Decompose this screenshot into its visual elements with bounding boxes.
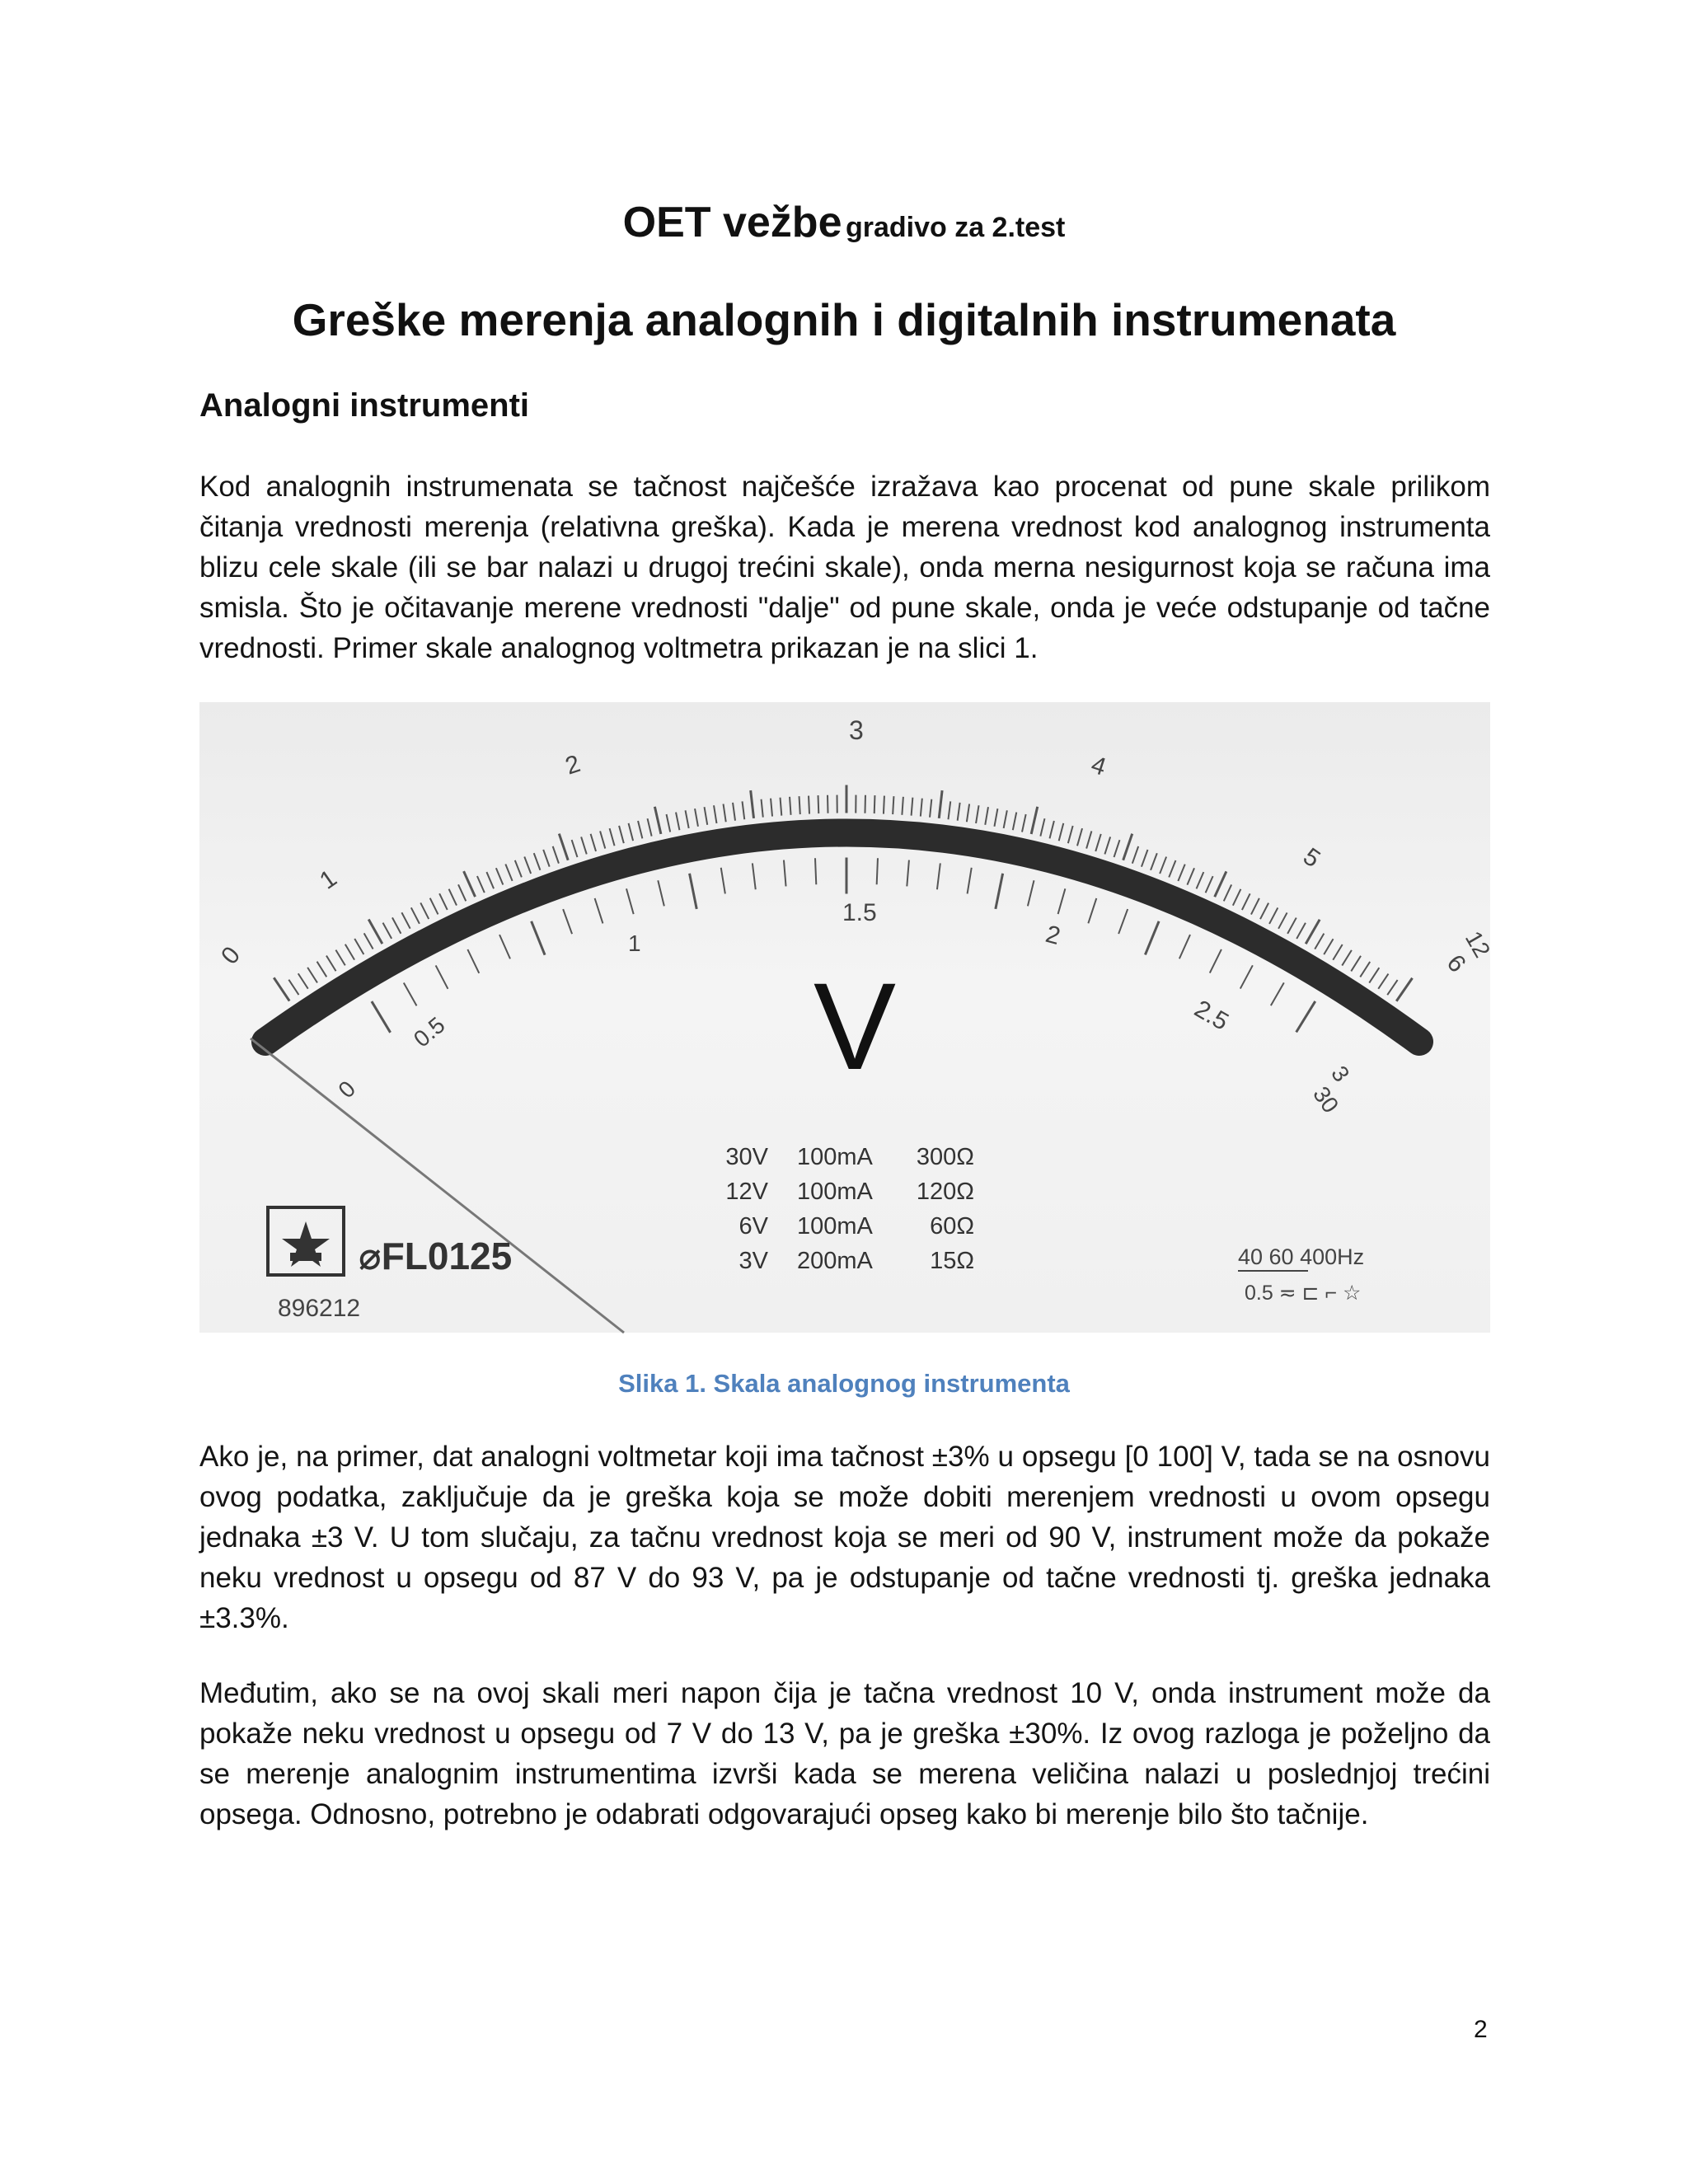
outer-scale-tick — [496, 868, 503, 884]
outer-scale-tick — [733, 803, 735, 821]
range-ohm-1: 120Ω — [916, 1179, 974, 1205]
inner-label-0: 0 — [333, 1076, 361, 1104]
inner-scale-tick — [690, 874, 697, 909]
outer-label-2: 2 — [561, 750, 584, 780]
middle-label-1: 1 — [628, 930, 641, 956]
inner-scale-tick — [1179, 935, 1190, 958]
outer-scale-tick — [464, 871, 476, 897]
outer-scale-tick — [1260, 903, 1268, 920]
outer-scale-tick — [751, 790, 754, 818]
outer-scale-tick — [354, 939, 363, 954]
inner-scale-tick — [1240, 965, 1253, 988]
inner-scale-tick — [753, 863, 756, 889]
outer-scale-tick — [1206, 876, 1213, 893]
range-ohm-2: 60Ω — [930, 1213, 974, 1240]
outer-scale-tick — [781, 798, 782, 816]
middle-label-1-5: 1.5 — [842, 899, 877, 926]
outer-scale-tick — [1050, 821, 1054, 838]
outer-scale-tick — [930, 799, 931, 818]
outer-scale-tick — [1169, 860, 1175, 877]
outer-scale-tick — [1022, 814, 1026, 832]
range-ohm-0: 300Ω — [916, 1144, 974, 1170]
outer-scale-tick — [317, 962, 327, 977]
inner-scale-tick — [721, 868, 725, 894]
outer-scale-tick — [1059, 823, 1064, 841]
outer-label-3: 3 — [849, 715, 864, 745]
range-volt-2: 6V — [738, 1213, 768, 1240]
outer-scale-tick — [1114, 840, 1120, 857]
outer-scale-tick — [1378, 974, 1388, 989]
outer-scale-tick — [477, 876, 485, 893]
inner-label-3: 3 — [1326, 1061, 1355, 1087]
outer-scale-tick — [1360, 962, 1370, 977]
outer-scale-tick — [1086, 831, 1091, 848]
outer-label-0: 0 — [216, 941, 246, 970]
outer-scale-tick — [958, 803, 960, 821]
outer-label-5: 5 — [1297, 842, 1325, 874]
outer-label-4: 4 — [1087, 751, 1109, 781]
outer-scale-tick — [326, 956, 336, 972]
outer-scale-tick — [1233, 889, 1241, 906]
inner-scale-tick — [1028, 880, 1034, 906]
class-symbols: 0.5 ≂ ⊏ ⌐ ☆ — [1245, 1282, 1362, 1305]
inner-scale-tick — [1145, 921, 1159, 955]
outer-scale-tick — [985, 807, 988, 825]
outer-scale-tick — [1333, 944, 1342, 960]
outer-scale-tick — [1315, 934, 1324, 949]
outer-scale-tick — [515, 860, 522, 877]
outer-scale-tick — [1278, 912, 1287, 928]
outer-label-12: 12 — [1460, 926, 1496, 962]
outer-scale-tick — [1369, 968, 1379, 982]
outer-scale-tick — [581, 837, 587, 854]
outer-scale-tick — [799, 796, 800, 814]
outer-scale-tick — [705, 807, 708, 825]
outer-scale-tick — [1269, 907, 1278, 923]
outer-scale-tick — [401, 912, 410, 928]
inner-label-30: 30 — [1308, 1081, 1344, 1118]
inner-scale-tick — [404, 982, 417, 1005]
outer-scale-tick — [874, 795, 875, 813]
outer-scale-tick — [695, 808, 698, 827]
outer-scale-tick — [771, 799, 772, 817]
title-subtitle: gradivo za 2.test — [845, 212, 1066, 243]
model-number: ⌀FL0125 — [359, 1235, 513, 1277]
outer-scale-tick — [1095, 834, 1100, 851]
inner-scale-tick — [658, 880, 664, 906]
outer-scale-tick — [667, 814, 671, 832]
outer-scale-tick — [1351, 956, 1361, 972]
main-heading: Greške merenja analognih i digitalnih instrumenata — [292, 294, 1396, 345]
inner-scale-tick — [563, 909, 572, 934]
outer-scale-tick — [1342, 950, 1352, 966]
range-amp-2: 100mA — [797, 1213, 873, 1240]
middle-label-2: 2 — [1043, 920, 1063, 951]
outer-scale-tick — [967, 804, 969, 823]
outer-scale-tick — [420, 902, 429, 919]
page-number: 2 — [1474, 2016, 1488, 2043]
outer-scale-tick — [994, 808, 997, 827]
outer-scale-tick — [743, 801, 745, 819]
outer-scale-tick — [543, 850, 549, 867]
range-volt-0: 30V — [725, 1144, 768, 1170]
range-ohm-3: 15Ω — [930, 1248, 974, 1274]
outer-scale-tick — [591, 834, 596, 851]
outer-scale-tick — [676, 813, 679, 831]
outer-scale-tick — [298, 973, 308, 988]
outer-scale-tick — [392, 917, 401, 933]
outer-scale-tick — [1031, 807, 1038, 834]
outer-scale-tick — [912, 798, 913, 816]
outer-scale-tick — [638, 821, 642, 838]
outer-label-1: 1 — [315, 865, 342, 895]
outer-scale-tick — [1306, 920, 1320, 944]
inner-scale-tick — [436, 965, 448, 988]
outer-scale-tick — [1287, 918, 1296, 934]
outer-scale-tick — [1396, 978, 1412, 1001]
title-main: OET vežbe — [622, 199, 842, 246]
outer-scale-tick — [1142, 850, 1148, 867]
inner-scale-tick — [467, 949, 479, 973]
outer-scale-tick — [505, 865, 512, 881]
outer-scale-tick — [762, 799, 763, 818]
outer-scale-tick — [1104, 837, 1110, 854]
outer-scale-tick — [307, 968, 317, 983]
outer-scale-tick — [1215, 871, 1226, 897]
inner-label-2-5: 2.5 — [1189, 995, 1234, 1036]
section-heading: Analogni instrumenti — [199, 387, 529, 424]
inner-scale-tick — [1296, 1001, 1315, 1032]
inner-label-0-5: 0.5 — [408, 1011, 450, 1052]
outer-scale-tick — [411, 907, 420, 924]
manufacturer-logo — [268, 1207, 344, 1275]
outer-scale-tick — [1160, 857, 1166, 874]
range-volt-3: 3V — [738, 1248, 768, 1274]
outer-scale-tick — [1151, 853, 1157, 870]
outer-scale-tick — [572, 840, 578, 857]
outer-scale-tick — [629, 823, 634, 841]
outer-label-6: 6 — [1441, 949, 1471, 978]
frequency-range: 40 60 400Hz — [1238, 1244, 1365, 1269]
outer-scale-tick — [1004, 810, 1007, 828]
range-amp-3: 200mA — [797, 1248, 873, 1274]
outer-scale-tick — [948, 801, 950, 819]
outer-scale-tick — [600, 831, 605, 848]
inner-scale-tick — [996, 874, 1003, 909]
outer-scale-tick — [619, 826, 624, 843]
outer-scale-tick — [902, 797, 903, 815]
inner-scale-tick — [1210, 949, 1221, 973]
outer-scale-tick — [274, 977, 289, 1001]
outer-scale-tick — [818, 795, 819, 813]
inner-scale-tick — [968, 868, 972, 894]
inner-scale-tick — [815, 858, 816, 884]
outer-scale-tick — [449, 889, 457, 906]
needle-line — [251, 1038, 624, 1333]
outer-scale-tick — [1132, 846, 1138, 864]
outer-scale-tick — [383, 923, 392, 939]
outer-scale-tick — [921, 799, 922, 817]
outer-scale-tick — [1242, 893, 1250, 910]
inner-scale-tick — [595, 898, 603, 923]
inner-scale-tick — [499, 935, 510, 958]
outer-scale-tick — [1123, 834, 1132, 860]
paragraph-conclusion: Međutim, ako se na ovoj skali meri napon čija je tačna vrednost 10 V, onda instrument može da pokaže neku vrednost u opsegu od 7 V do 13 V, pa je greška ±30%. Iz ovog razloga je poželjno da se merenje analognim instrumentima izvrši kada se merena veličina nalazi u poslednjoj trećini opsega. Odnosno, potrebno je odabrati odgovarajući opseg kako bi merenje bilo što tačnije. — [199, 1677, 1490, 1830]
outer-scale-tick — [714, 805, 716, 823]
inner-scale-tick — [372, 1001, 391, 1033]
outer-scale-tick — [976, 805, 978, 823]
outer-scale-tick — [939, 790, 942, 818]
outer-scale-tick — [724, 804, 726, 823]
paragraph-example: Ako je, na primer, dat analogni voltmetar koji ima tačnost ±3% u opsegu [0 100] V, tada se na osnovu ovog podatka, zaključuje da je greška koja se može dobiti merenjem vrednosti u ovom opsegu jednaka ±3 V. U tom slučaju, za tačnu vrednost koja se meri od 90 V, instrument može da pokaže neku vrednost u opsegu od 87 V do 93 V, pa je odstupanje od tačne vrednosti tj. greška jednaka ±3.3%. — [199, 1441, 1490, 1634]
outer-scale-tick — [345, 944, 354, 960]
outer-scale-tick — [335, 950, 345, 966]
meter-scale-graphic — [199, 702, 1496, 1333]
voltmeter-scale-figure — [199, 702, 1496, 1333]
inner-scale-tick — [532, 921, 545, 955]
outer-scale-tick — [1251, 898, 1259, 915]
inner-scale-tick — [784, 860, 786, 887]
outer-scale-tick — [458, 884, 466, 901]
range-volt-1: 12V — [725, 1179, 768, 1205]
range-amp-0: 100mA — [797, 1144, 873, 1170]
outer-scale-tick — [1296, 923, 1306, 939]
outer-scale-tick — [534, 853, 541, 870]
outer-scale-tick — [648, 818, 652, 836]
inner-scale-tick — [1088, 898, 1096, 923]
outer-scale-tick — [439, 893, 448, 910]
outer-scale-tick — [1040, 818, 1044, 836]
outer-scale-tick — [430, 898, 438, 915]
outer-scale-tick — [654, 807, 660, 834]
inner-scale-tick — [1118, 909, 1128, 934]
inner-scale-tick — [937, 863, 940, 889]
inner-scale-tick — [1058, 888, 1066, 914]
inner-scale-tick — [626, 888, 634, 914]
outer-scale-tick — [524, 856, 531, 874]
outer-scale-tick — [1197, 872, 1204, 888]
outer-scale-tick — [553, 846, 559, 864]
outer-scale-tick — [1068, 826, 1073, 843]
serial-number: 896212 — [278, 1295, 361, 1322]
outer-scale-tick — [1187, 868, 1194, 884]
outer-scale-tick — [559, 834, 568, 860]
outer-scale-tick — [686, 810, 689, 828]
outer-scale-tick — [364, 933, 373, 949]
outer-scale-tick — [1178, 865, 1184, 881]
outer-scale-tick — [1324, 939, 1333, 954]
outer-scale-tick — [368, 919, 382, 944]
outer-scale-tick — [1077, 828, 1082, 846]
range-amp-1: 100mA — [797, 1179, 873, 1205]
outer-scale-tick — [610, 828, 615, 846]
inner-scale-tick — [1271, 982, 1284, 1005]
outer-scale-tick — [1013, 813, 1016, 831]
unit-symbol: V — [814, 957, 897, 1095]
inner-scale-tick — [877, 858, 878, 884]
outer-scale-tick — [1224, 884, 1231, 901]
paragraph-intro: Kod analognih instrumenata se tačnost najčešće izražava kao procenat od pune skale prilikom čitanja vrednosti merenja (relativna greška). Kada je merena vrednost kod analognog instrumenta blizu cele skale (ili se bar nalazi u drugoj trećini skale), onda merna nesigurnost koja se računa ima smisla. Što je očitavanje merene vrednosti "dalje" od pune skale, onda je veće odstupanje od tačne vrednosti. Primer skale analognog voltmetra prikazan je na slici 1. — [199, 471, 1490, 664]
page-title — [0, 198, 1688, 247]
outer-scale-tick — [486, 872, 494, 888]
outer-scale-tick — [1387, 980, 1397, 995]
outer-scale-tick — [288, 980, 298, 995]
inner-scale-tick — [907, 860, 909, 887]
figure-caption: Slika 1. Skala analognog instrumenta — [618, 1369, 1070, 1398]
